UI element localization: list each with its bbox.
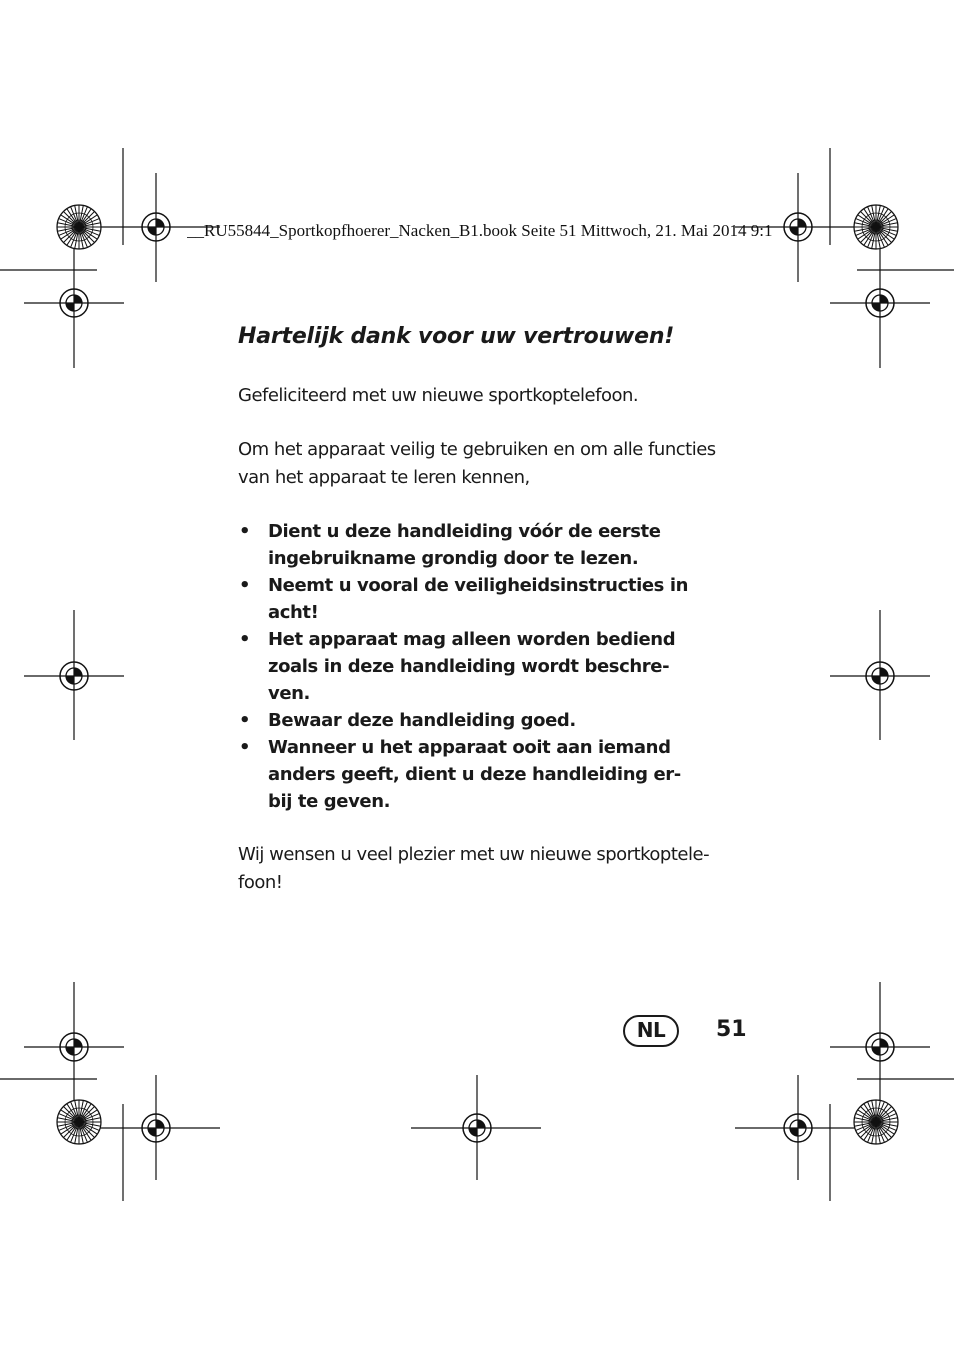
list-item xyxy=(238,626,763,707)
closing-line: Wij wensen u veel plezier met uw nieuwe sportkoptele- xyxy=(238,844,710,865)
page-title: Hartelijk dank voor uw vertrouwen! xyxy=(238,324,675,349)
list-item xyxy=(238,707,763,734)
print-file-info: __RU55844_Sportkopfhoerer_Nacken_B1.book Seite 51 Mittwoch, 21. Mai 2014 9:1 xyxy=(187,221,773,240)
list-item-line: Het apparaat mag alleen worden bediend xyxy=(268,629,676,650)
bullet-icon: • xyxy=(239,575,251,596)
list-item-line: ingebruikname grondig door te lezen. xyxy=(268,548,639,569)
list-item-line: Neemt u vooral de veiligheidsinstructies in xyxy=(268,575,689,596)
language-badge: NL xyxy=(623,1015,679,1047)
usage-line: Om het apparaat veilig te gebruiken en om alle functies xyxy=(238,439,716,460)
bullet-icon: • xyxy=(239,710,251,731)
list-item xyxy=(238,734,763,815)
list-item xyxy=(238,518,763,572)
list-item-line: Bewaar deze handleiding goed. xyxy=(268,710,576,731)
list-item-line: Wanneer u het apparaat ooit aan iemand xyxy=(268,737,671,758)
bullet-icon: • xyxy=(239,629,251,650)
bullet-icon: • xyxy=(239,737,251,758)
page-number: 51 xyxy=(716,1017,747,1042)
list-item-line: Dient u deze handleiding vóór de eerste xyxy=(268,521,661,542)
instruction-list xyxy=(238,518,763,815)
list-item-line: acht! xyxy=(268,602,319,623)
closing-paragraph xyxy=(238,841,763,897)
list-item-line: zoals in deze handleiding wordt beschre- xyxy=(268,656,670,677)
usage-line: van het apparaat te leren kennen, xyxy=(238,467,530,488)
usage-paragraph xyxy=(238,436,763,492)
page-content xyxy=(238,322,763,897)
list-item-line: ven. xyxy=(268,683,310,704)
list-item xyxy=(238,572,763,626)
list-item-line: anders geeft, dient u deze handleiding er- xyxy=(268,764,681,785)
intro-paragraph: Gefeliciteerd met uw nieuwe sportkoptelefoon. xyxy=(238,385,639,406)
closing-line: foon! xyxy=(238,872,283,893)
bullet-icon: • xyxy=(239,521,251,542)
list-item-line: bij te geven. xyxy=(268,791,391,812)
